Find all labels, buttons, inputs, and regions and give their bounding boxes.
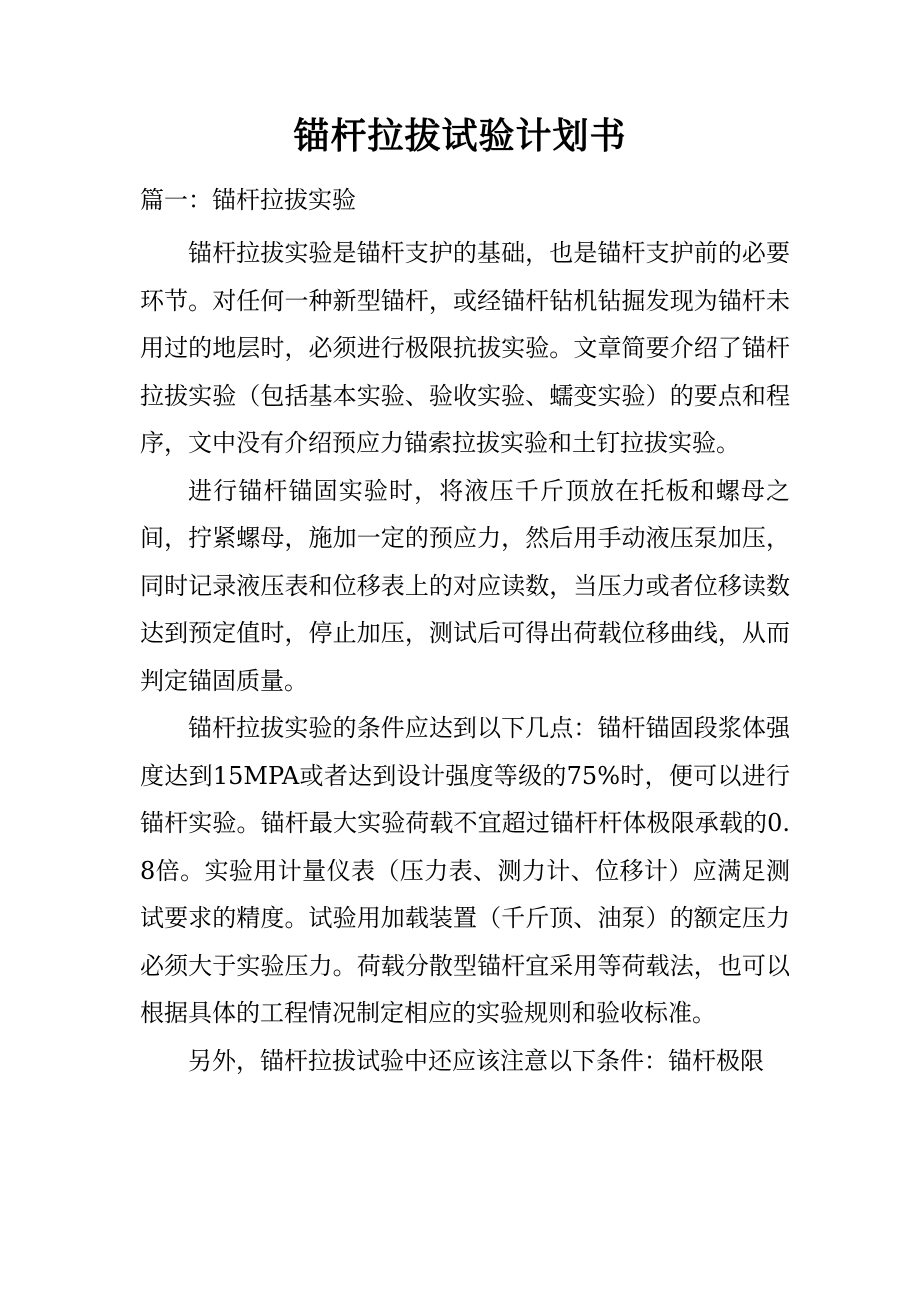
- paragraph: 另外，锚杆拉拔试验中还应该注意以下条件：锚杆极限: [188, 1046, 764, 1075]
- paragraph: 锚杆拉拔实验是锚杆支护的基础，也是锚杆支护前的必要环节。对任何一种新型锚杆，或经锚杆钻机钻掘发现为锚杆未用过的地层时，必须进行极限抗拔实验。文章简要介绍了锚杆拉拔实验（包括基本实验、验收实验、蠕变实验）的要点和程序，文中没有介绍预应力锚索拉拔实验和土钉拉拔实验。: [140, 239, 790, 457]
- document-title: 锚杆拉拔试验计划书: [293, 115, 627, 157]
- section-heading: 篇一：锚杆拉拔实验: [140, 186, 356, 214]
- document-body: [140, 230, 790, 1085]
- paragraph: 锚杆拉拔实验的条件应达到以下几点：锚杆锚固段浆体强度达到15MPA或者达到设计强度等级的75%时，便可以进行锚杆实验。锚杆最大实验荷载不宜超过锚杆杆体极限承载的0.8倍。实验用计量仪表（压力表、测力计、位移计）应满足测试要求的精度。试验用加载装置（千斤顶、油泵）的额定压力必须大于实验压力。荷载分散型锚杆宜采用等荷载法，也可以根据具体的工程情况制定相应的实验规则和验收标准。: [140, 714, 790, 1027]
- paragraph: 进行锚杆锚固实验时，将液压千斤顶放在托板和螺母之间，拧紧螺母，施加一定的预应力，然后用手动液压泵加压，同时记录液压表和位移表上的对应读数，当压力或者位移读数达到预定值时，停止加压，测试后可得出荷载位移曲线，从而判定锚固质量。: [140, 476, 790, 695]
